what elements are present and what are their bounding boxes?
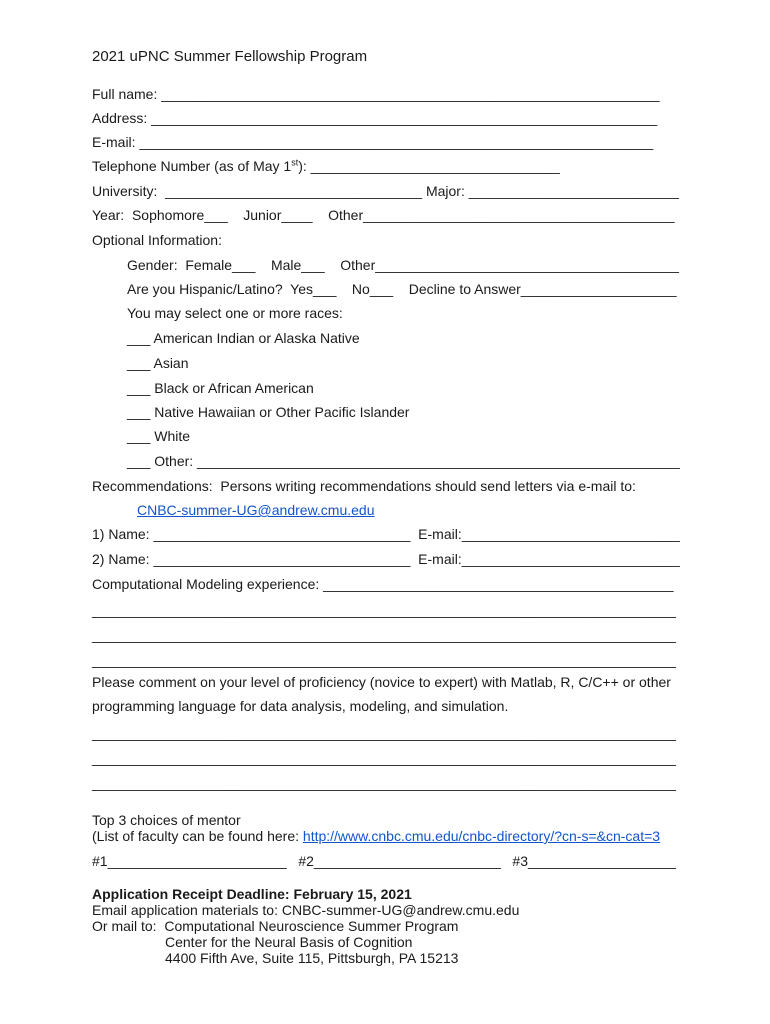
race-option[interactable]: ___ Native Hawaiian or Other Pacific Islander — [127, 404, 410, 420]
mentor-choices-field[interactable]: #1_______________________ #2________________________ #3___________________ — [92, 853, 676, 869]
hispanic-field[interactable]: Are you Hispanic/Latino? Yes___ No___ Decline to Answer____________________ — [127, 281, 677, 297]
proficiency-blank-line[interactable]: ___________________________________________________________________________ — [92, 775, 676, 791]
email-application-line: Email application materials to: CNBC-summer-UG@andrew.cmu.edu — [92, 902, 520, 918]
race-option[interactable]: ___ White — [127, 428, 191, 444]
race-option[interactable]: ___ American Indian or Alaska Native — [127, 330, 360, 346]
recommender-1-field[interactable]: 1) Name: _________________________________ E-mail:____________________________ — [92, 526, 680, 542]
deadline-heading: Application Receipt Deadline: February 15, 2021 — [92, 886, 412, 902]
recommendations-intro: Recommendations: Persons writing recommendations should send letters via e-mail to: — [92, 478, 636, 494]
mail-address-line-1: Center for the Neural Basis of Cognition — [165, 934, 413, 950]
modeling-blank-line[interactable]: ___________________________________________________________________________ — [92, 602, 676, 618]
mail-address-line-2: 4400 Fifth Ave, Suite 115, Pittsburgh, PA 15213 — [165, 950, 459, 966]
gender-field[interactable]: Gender: Female___ Male___ Other_______________________________________ — [127, 257, 679, 273]
telephone-blank: ): ________________________________ — [298, 158, 560, 174]
proficiency-prompt-line-2: programming language for data analysis, modeling, and simulation. — [92, 698, 509, 714]
email-field[interactable]: E-mail: __________________________________________________________________ — [92, 134, 654, 150]
proficiency-blank-line[interactable]: ___________________________________________________________________________ — [92, 725, 676, 741]
mentor-list-note — [92, 828, 660, 844]
recommendations-email-link[interactable]: CNBC-summer-UG@andrew.cmu.edu — [137, 502, 375, 518]
modeling-blank-line[interactable]: ___________________________________________________________________________ — [92, 652, 676, 668]
races-intro: You may select one or more races: — [127, 305, 343, 321]
race-option-other[interactable]: ___ Other: ______________________________________________________________ — [127, 453, 680, 469]
mentor-list-text: (List of faculty can be found here: — [92, 828, 303, 844]
race-option[interactable]: ___ Black or African American — [127, 380, 314, 396]
proficiency-prompt-line-1: Please comment on your level of proficiency (novice to expert) with Matlab, R, C/C++ or other — [92, 674, 671, 690]
year-field[interactable]: Year: Sophomore___ Junior____ Other________________________________________ — [92, 207, 675, 223]
university-major-field[interactable]: University: _________________________________ Major: ___________________________ — [92, 183, 679, 199]
form-title: 2021 uPNC Summer Fellowship Program — [92, 48, 368, 65]
modeling-experience-field[interactable]: Computational Modeling experience: _____________________________________________ — [92, 576, 674, 592]
recommender-2-field[interactable]: 2) Name: _________________________________ E-mail:____________________________ — [92, 551, 680, 567]
full-name-field[interactable]: Full name: ________________________________________________________________ — [92, 86, 660, 102]
modeling-blank-line[interactable]: ___________________________________________________________________________ — [92, 627, 676, 643]
proficiency-blank-line[interactable]: ___________________________________________________________________________ — [92, 750, 676, 766]
race-option[interactable]: ___ Asian — [127, 355, 189, 371]
telephone-superscript: st — [291, 157, 299, 168]
telephone-field[interactable] — [92, 158, 560, 174]
faculty-directory-link[interactable]: http://www.cnbc.cmu.edu/cnbc-directory/?cn-s=&cn-cat=3 — [302, 828, 661, 844]
address-field[interactable]: Address: _________________________________________________________________ — [92, 110, 658, 126]
optional-info-heading: Optional Information: — [92, 232, 222, 248]
mail-to-line: Or mail to: Computational Neuroscience Summer Program — [92, 918, 459, 934]
telephone-label: Telephone Number (as of May 1 — [92, 158, 292, 174]
mentor-heading: Top 3 choices of mentor — [92, 812, 241, 828]
